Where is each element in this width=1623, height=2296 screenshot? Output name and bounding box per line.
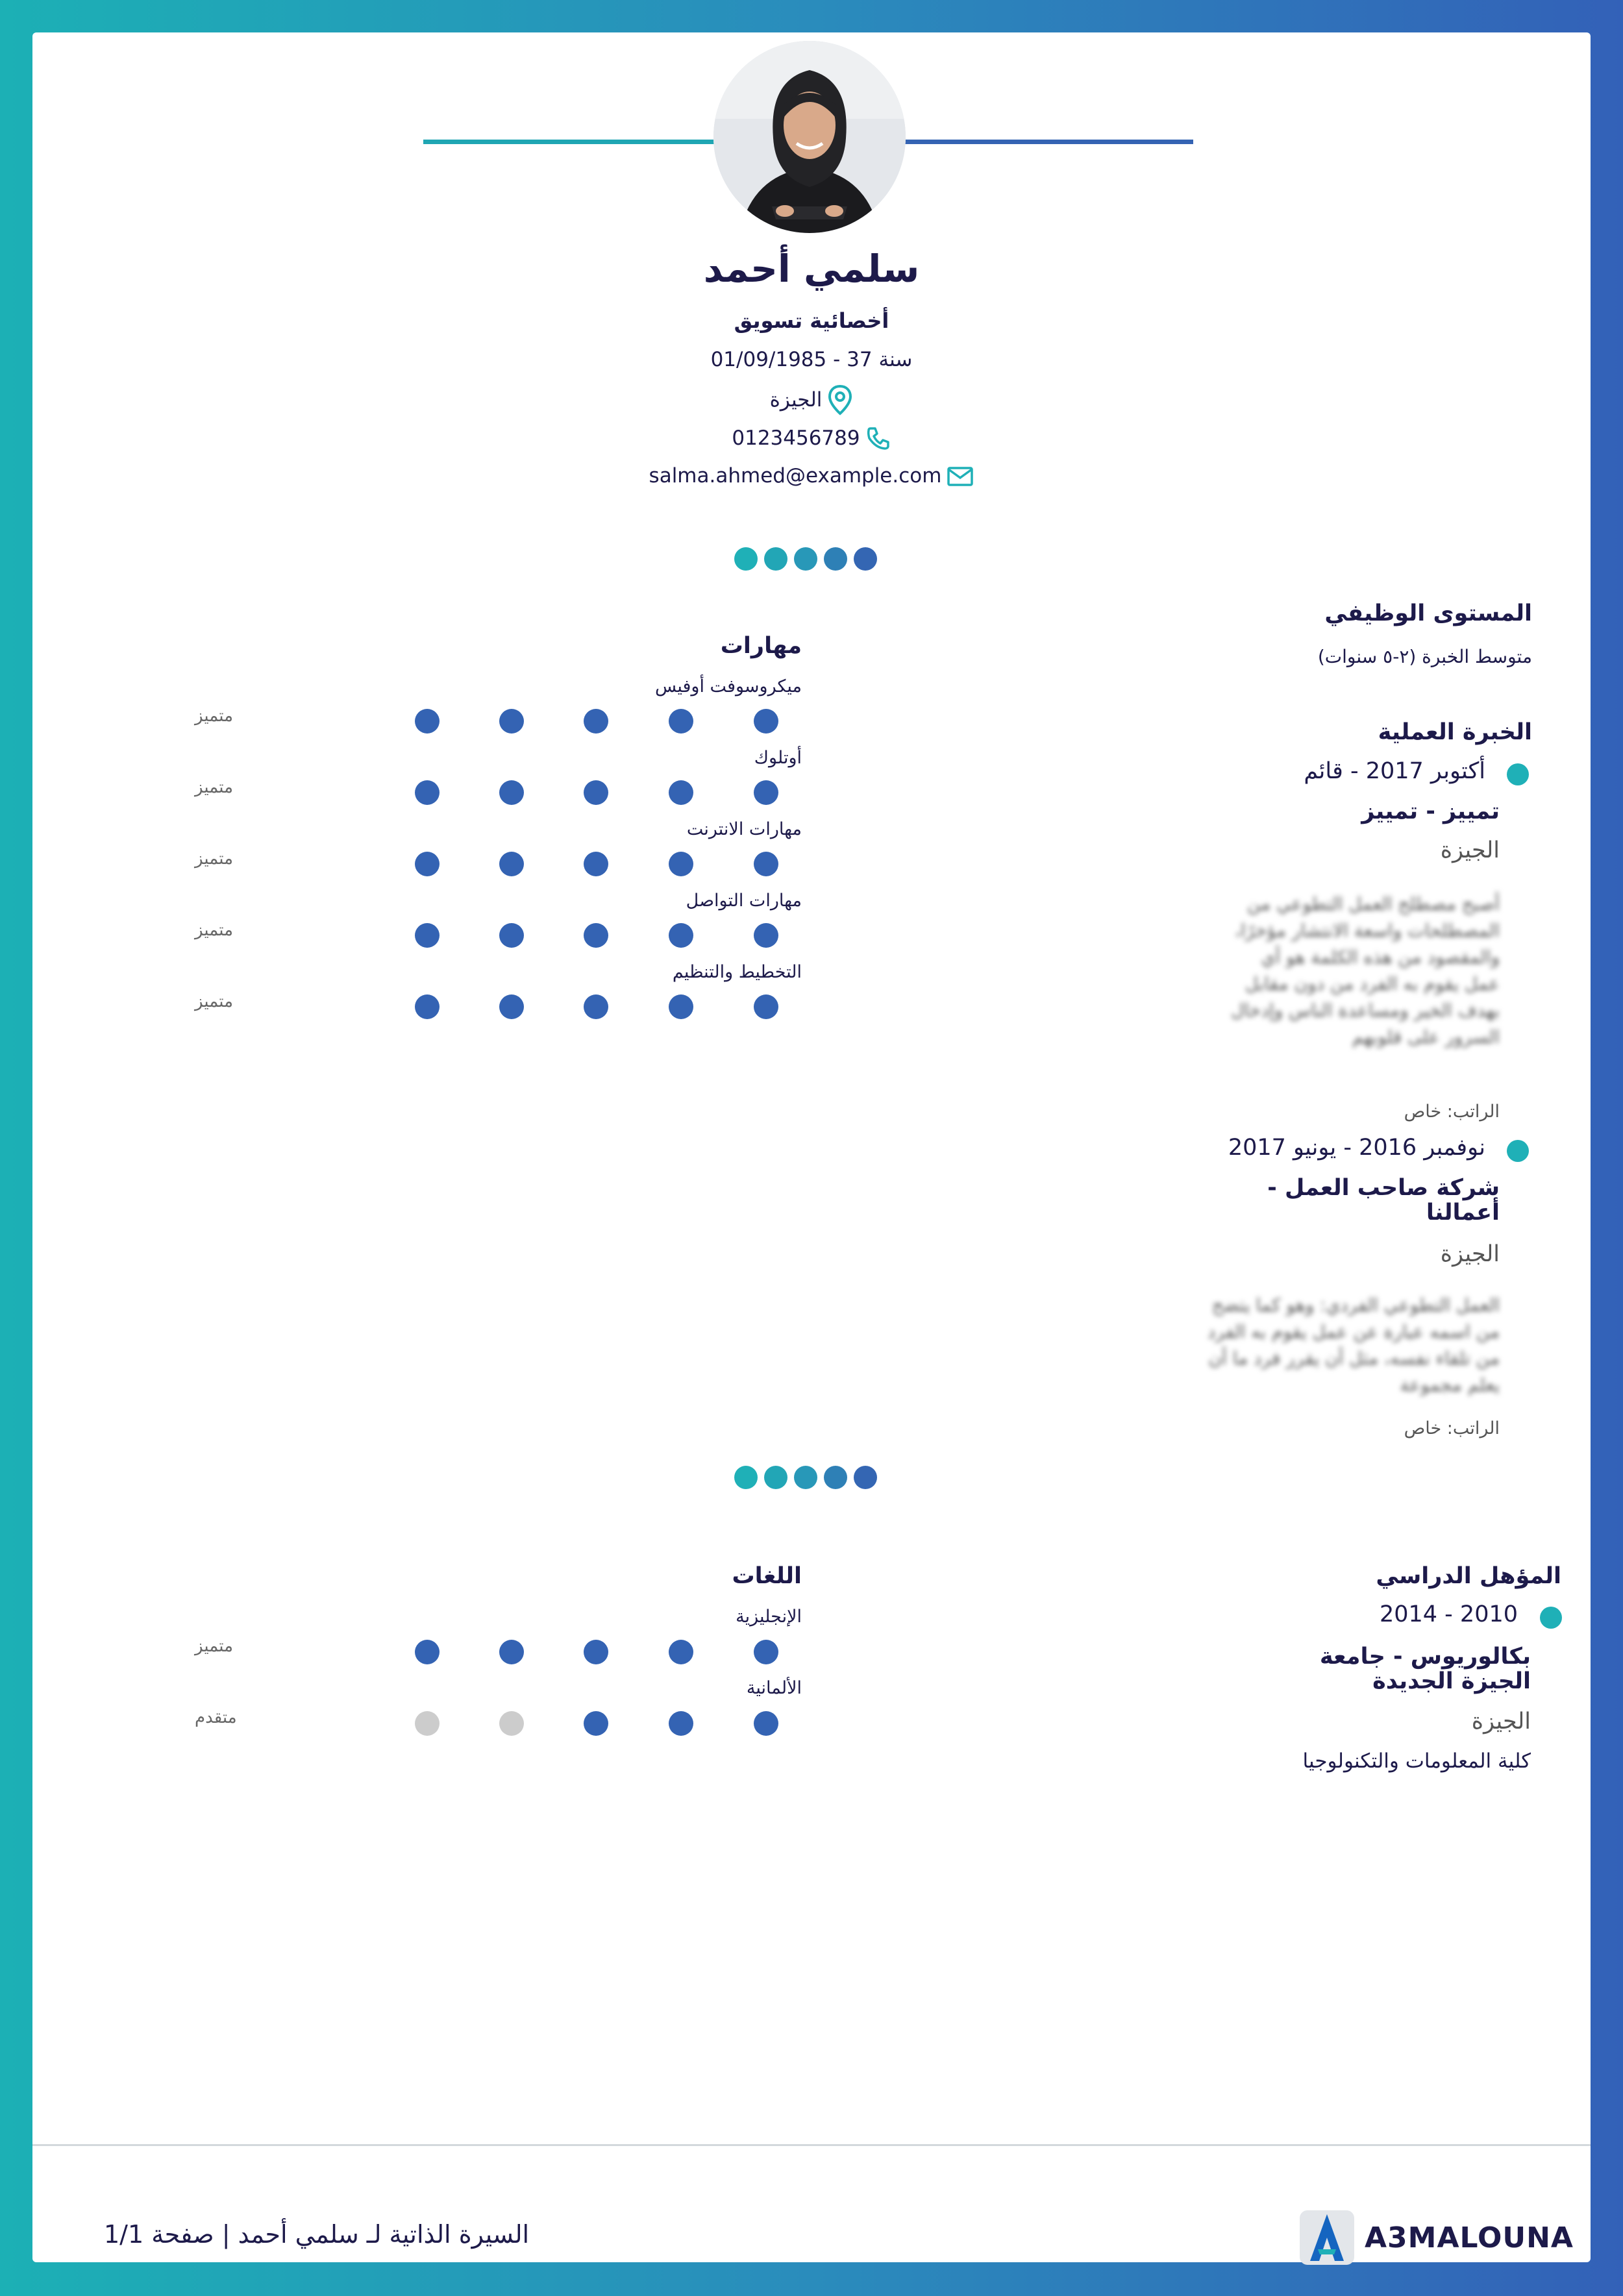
profile-photo	[713, 41, 906, 233]
brand-logo[interactable]	[1298, 2209, 1574, 2266]
rating-dot	[415, 1640, 440, 1664]
footer-caption: السيرة الذاتية لـ سلمي أحمد | صفحة 1/1	[104, 2220, 530, 2249]
rating-dot	[499, 994, 524, 1019]
rating-dot	[499, 709, 524, 734]
skills-heading: مهارات	[720, 633, 802, 659]
location-row	[32, 384, 1591, 415]
skill-level: متميز	[195, 849, 233, 869]
experience-company: أعمالنا	[1426, 1200, 1500, 1226]
separator-dot	[824, 547, 847, 571]
skill-level: متميز	[195, 920, 233, 940]
separator-dot	[764, 1466, 787, 1489]
timeline-dot	[1507, 763, 1529, 785]
skill-level: متميز	[195, 706, 233, 726]
rating-dot	[584, 780, 608, 805]
languages-heading: اللغات	[732, 1563, 802, 1589]
rating-dot	[669, 709, 693, 734]
rating-dot	[669, 780, 693, 805]
a3malouna-logo-icon	[1298, 2209, 1356, 2266]
education-degree: الجيزة الجديدة	[1372, 1668, 1531, 1694]
separator-dot	[854, 547, 877, 571]
rating-dot	[754, 709, 778, 734]
rating-dot	[415, 852, 440, 876]
rating-dot	[754, 780, 778, 805]
birth-date: 01/09/1985 - 37 سنة	[710, 348, 913, 371]
timeline-dot	[1507, 1140, 1529, 1162]
timeline-dot	[1540, 1607, 1562, 1629]
phone-row	[32, 425, 1591, 451]
experience-heading: الخبرة العملية	[1378, 719, 1532, 745]
career-level-heading: المستوى الوظيفي	[1324, 600, 1532, 626]
experience-company: تمييز - تمييز	[1361, 798, 1500, 824]
skill-name: مهارات التواصل	[686, 891, 802, 911]
email-text[interactable]: salma.ahmed@example.com	[649, 464, 942, 488]
rating-dot	[415, 709, 440, 734]
experience-period: نوفمبر 2016 - يونيو 2017	[1228, 1135, 1485, 1161]
section-separator	[734, 1466, 877, 1489]
experience-city: الجيزة	[1440, 1241, 1500, 1267]
candidate-name: سلمي أحمد	[703, 247, 920, 291]
section-separator	[734, 547, 877, 571]
rating-dot	[669, 923, 693, 948]
rating-dot	[754, 1640, 778, 1664]
skill-name: ميكروسوفت أوفيس	[654, 676, 802, 697]
rating-dot	[754, 923, 778, 948]
separator-dot	[734, 1466, 758, 1489]
rating-dot	[415, 1711, 440, 1736]
phone-text[interactable]: 0123456789	[732, 426, 860, 450]
separator-dot	[764, 547, 787, 571]
phone-icon	[865, 425, 891, 451]
location-pin-icon	[827, 384, 853, 415]
rating-dot	[754, 852, 778, 876]
footer-divider	[32, 2144, 1591, 2146]
rating-dot	[584, 1640, 608, 1664]
rating-dot	[584, 923, 608, 948]
education-degree: بكالوريوس - جامعة	[1319, 1644, 1531, 1670]
rating-dot	[499, 923, 524, 948]
rating-dot	[669, 852, 693, 876]
rating-dot	[584, 852, 608, 876]
job-title: أخصائية تسويق	[734, 308, 889, 333]
experience-description: العمل التطوعي الفردي: وهو كما يتضح من اسمه عبارة عن عمل يقوم به الفرد من تلقاء نفسه، مثل أن يقرر فرد ما أن يعلم مجموعة	[1207, 1294, 1500, 1396]
language-level: متقدم	[195, 1708, 237, 1727]
rating-dot	[754, 994, 778, 1019]
rating-dot	[499, 1640, 524, 1664]
rating-dot	[415, 780, 440, 805]
skill-name: التخطيط والتنظيم	[672, 962, 802, 982]
experience-description: أصبح مصطلح العمل التطوعي من المصطلحات واسعة الانتشار مؤخرًا، والمقصود من هذه الكلمة هو أي عمل يقوم به الفرد من دون مقابل بهدف الخير ومساعدة الناس وإدخال السرور على قلوبهم	[1231, 893, 1500, 1048]
rating-dot	[499, 780, 524, 805]
education-period: 2010 - 2014	[1379, 1601, 1518, 1627]
rating-dot	[754, 1711, 778, 1736]
separator-dot	[734, 547, 758, 571]
experience-salary: الراتب: خاص	[1404, 1418, 1500, 1438]
header-line-left	[423, 140, 719, 144]
skill-name: مهارات الانترنت	[686, 819, 802, 839]
logo-wordmark: A3MALOUNA	[1365, 2221, 1574, 2254]
experience-company: شركة صاحب العمل -	[1267, 1175, 1500, 1201]
rating-dot	[669, 1640, 693, 1664]
language-level: متميز	[195, 1636, 233, 1656]
career-level-value: متوسط الخبرة (٢-٥ سنوات)	[1317, 646, 1532, 667]
separator-dot	[854, 1466, 877, 1489]
rating-dot	[499, 1711, 524, 1736]
envelope-icon	[947, 464, 974, 488]
education-faculty: كلية المعلومات والتكنولوجيا	[1302, 1749, 1531, 1773]
skill-level: متميز	[195, 992, 233, 1011]
rating-dot	[669, 1711, 693, 1736]
rating-dot	[669, 994, 693, 1019]
rating-dot	[415, 994, 440, 1019]
experience-city: الجيزة	[1440, 837, 1500, 863]
education-city: الجيزة	[1471, 1709, 1531, 1734]
separator-dot	[794, 547, 817, 571]
separator-dot	[824, 1466, 847, 1489]
rating-dot	[415, 923, 440, 948]
rating-dot	[584, 709, 608, 734]
location-text: الجيزة	[769, 388, 823, 412]
experience-salary: الراتب: خاص	[1404, 1102, 1500, 1122]
resume-page	[32, 32, 1591, 2262]
education-heading: المؤهل الدراسي	[1376, 1563, 1561, 1589]
skill-name: أوتلوك	[754, 748, 802, 768]
rating-dot	[584, 1711, 608, 1736]
experience-period: أكتوبر 2017 - قائم	[1304, 758, 1485, 784]
rating-dot	[584, 994, 608, 1019]
skill-level: متميز	[195, 778, 233, 797]
language-name: الألمانية	[746, 1678, 802, 1698]
separator-dot	[794, 1466, 817, 1489]
email-row	[32, 464, 1591, 488]
header-line-right	[898, 140, 1193, 144]
language-name: الإنجليزية	[736, 1607, 802, 1627]
rating-dot	[499, 852, 524, 876]
